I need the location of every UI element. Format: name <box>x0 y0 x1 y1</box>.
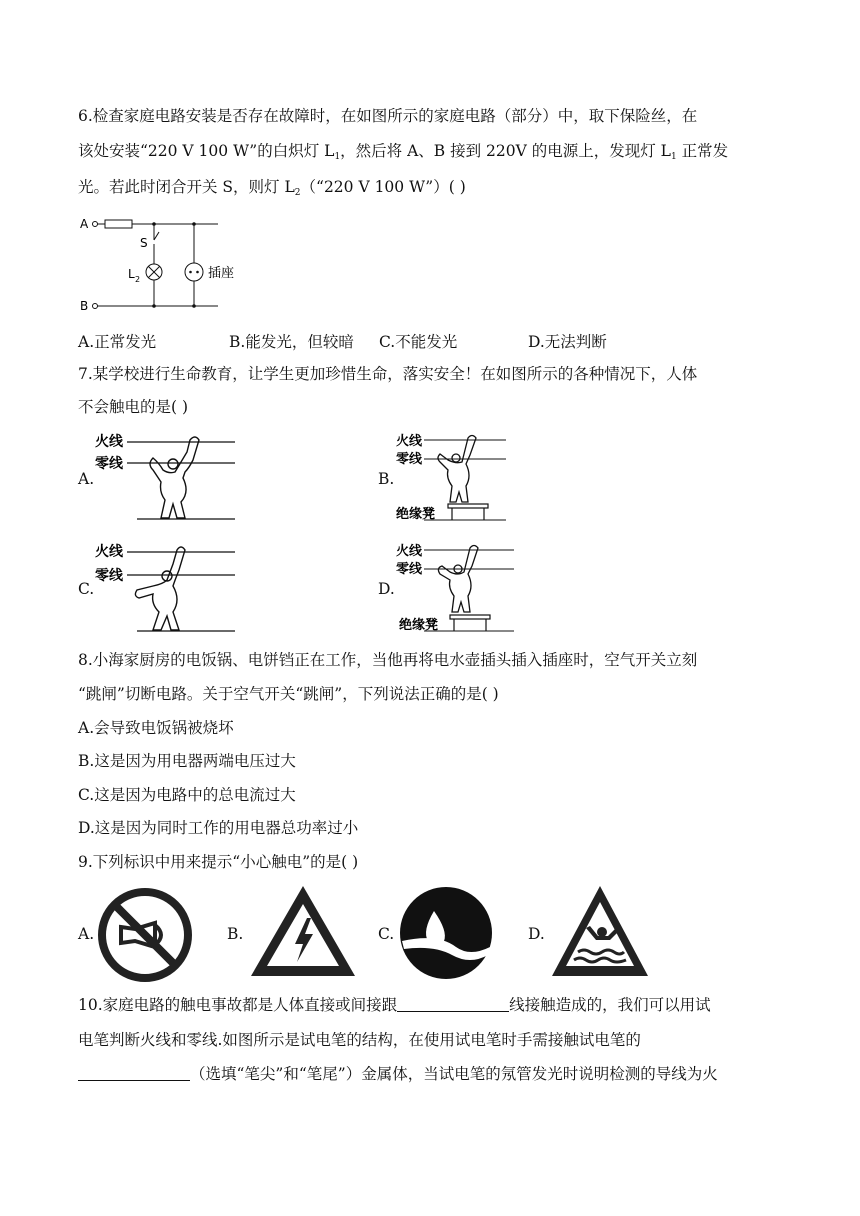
q6-line-2: 该处安装“220 V 100 W”的白炽灯 $L_1$，然后将 A、B 接到 220V 的电源上，发现灯 $L_1$ 正常发 <box>78 142 729 162</box>
q8-option-d[interactable]: D.这是因为同时工作的用电器总功率过小 <box>78 819 359 837</box>
q6-circuit-diagram <box>78 210 268 318</box>
q7-option-d[interactable]: D. <box>378 580 395 598</box>
svg-text:火线: 火线 <box>396 544 423 559</box>
q7-line-2: 不会触电的是( ) <box>78 398 189 416</box>
q10-line-3: （选填“笔尖”和“笔尾”）金属体，当试电笔的氖管发光时说明检测的导线为火 <box>78 1064 718 1084</box>
q8-line-2: “跳闸”切断电路。关于空气开关“跳闸”，下列说法正确的是( ) <box>78 685 499 703</box>
svg-text:零线: 零线 <box>396 562 423 577</box>
q10-blank-1[interactable] <box>397 995 509 1012</box>
q7-option-c[interactable]: C. <box>78 580 95 598</box>
water-sign-icon <box>398 885 494 981</box>
q9-option-a[interactable]: A. <box>78 925 95 943</box>
svg-text:绝缘凳: 绝缘凳 <box>399 618 439 633</box>
person-icon <box>438 436 476 503</box>
q6-line-1: 6.检查家庭电路安装是否存在故障时，在如图所示的家庭电路（部分）中，取下保险丝，在 <box>78 107 698 125</box>
svg-text:零线: 零线 <box>95 568 123 584</box>
q8-option-c[interactable]: C.这是因为电路中的总电流过大 <box>78 786 296 804</box>
q8-option-b[interactable]: B.这是因为用电器两端电压过大 <box>78 752 296 770</box>
drowning-warning-icon <box>548 882 652 980</box>
q6-option-b[interactable]: B.能发光，但较暗 <box>229 333 354 351</box>
no-horn-sign-icon <box>97 887 193 983</box>
q7-option-b[interactable]: B. <box>378 470 395 488</box>
q10-line-1: 10.家庭电路的触电事故都是人体直接或间接跟 线接触造成的，我们可以用试 <box>78 996 711 1014</box>
q7-figure-b <box>396 430 516 525</box>
terminal-a-label: A <box>80 217 89 231</box>
svg-text:绝缘凳: 绝缘凳 <box>396 507 436 522</box>
terminal-b <box>93 304 98 309</box>
svg-text:2: 2 <box>135 275 141 284</box>
q7-option-a[interactable]: A. <box>78 470 95 488</box>
svg-text:零线: 零线 <box>95 456 123 472</box>
svg-text:火线: 火线 <box>95 434 123 450</box>
q6-option-d[interactable]: D.无法判断 <box>528 333 607 351</box>
q9-line-1: 9.下列标识中用来提示“小心触电”的是( ) <box>78 853 359 871</box>
q7-figure-c <box>95 540 240 635</box>
q6-line-3: 光。若此时闭合开关 S，则灯 $L_2(“220$ V 100 W”）( ) <box>78 178 466 198</box>
q7-figure-a <box>95 430 240 525</box>
q8-line-1: 8.小海家厨房的电饭锅、电饼铛正在工作，当他再将电水壶插头插入插座时，空气开关立刻 <box>78 651 698 669</box>
svg-text:火线: 火线 <box>396 434 423 449</box>
q8-option-a[interactable]: A.会导致电饭锅被烧坏 <box>78 719 234 737</box>
q7-line-1: 7.某学校进行生命教育，让学生更加珍惜生命，落实安全！在如图所示的各种情况下，人体 <box>78 365 698 383</box>
socket-icon <box>185 263 203 281</box>
person-icon <box>135 547 185 630</box>
svg-text:零线: 零线 <box>396 452 423 467</box>
socket-label: 插座 <box>208 266 235 281</box>
lamp-l2-label: L <box>128 267 135 281</box>
q7-figure-d <box>396 538 521 636</box>
q9-option-d[interactable]: D. <box>528 925 545 943</box>
svg-text:火线: 火线 <box>95 544 123 560</box>
person-icon <box>150 437 199 518</box>
switch-s-label: S <box>140 236 148 250</box>
terminal-a <box>93 222 98 227</box>
q9-option-c[interactable]: C. <box>378 925 395 943</box>
q10-blank-2[interactable] <box>78 1064 190 1081</box>
q9-option-b[interactable]: B. <box>227 925 244 943</box>
insulated-stool-icon <box>448 504 488 508</box>
electric-shock-warning-icon <box>247 882 359 980</box>
q10-line-2: 电笔判断火线和零线.如图所示是试电笔的结构，在使用试电笔时手需接触试电笔的 <box>78 1031 641 1049</box>
q6-option-c[interactable]: C.不能发光 <box>379 333 458 351</box>
q6-option-a[interactable]: A.正常发光 <box>78 333 157 351</box>
person-icon <box>438 546 478 613</box>
insulated-stool-icon <box>450 615 490 619</box>
fuse-icon <box>105 220 132 228</box>
switch-s-icon <box>154 232 159 240</box>
terminal-b-label: B <box>80 299 89 313</box>
